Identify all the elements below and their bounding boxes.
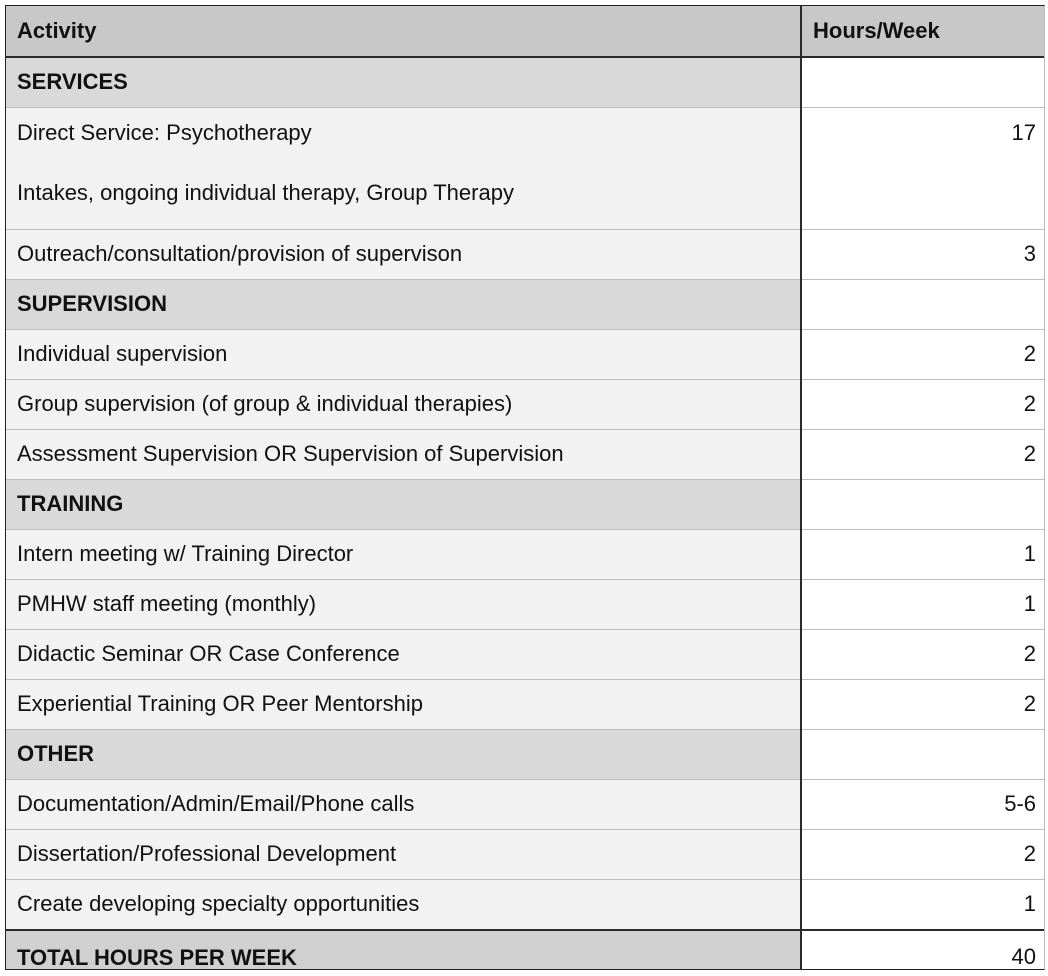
activity-cell: Didactic Seminar OR Case Conference	[6, 630, 801, 680]
section-row-services	[6, 57, 1045, 108]
table-row	[6, 880, 1045, 931]
total-hours-value: 40	[801, 930, 1045, 970]
activity-column-header: Activity	[6, 6, 801, 57]
section-label: OTHER	[6, 730, 801, 780]
section-label: TRAINING	[6, 480, 801, 530]
hours-cell: 2	[801, 830, 1045, 880]
activity-cell: Experiential Training OR Peer Mentorship	[6, 680, 801, 730]
table-row	[6, 830, 1045, 880]
table-row	[6, 530, 1045, 580]
hours-cell: 2	[801, 380, 1045, 430]
table-row	[6, 108, 1045, 230]
section-row-supervision	[6, 280, 1045, 330]
hours-cell: 1	[801, 580, 1045, 630]
activity-cell	[6, 108, 801, 230]
hours-cell: 2	[801, 680, 1045, 730]
section-row-training	[6, 480, 1045, 530]
hours-cell: 1	[801, 530, 1045, 580]
activity-cell: Intern meeting w/ Training Director	[6, 530, 801, 580]
hours-cell	[801, 57, 1045, 108]
activity-cell: Assessment Supervision OR Supervision of Supervision	[6, 430, 801, 480]
hours-cell: 3	[801, 230, 1045, 280]
hours-cell: 2	[801, 330, 1045, 380]
table-header-row	[6, 6, 1045, 57]
activity-cell: Create developing specialty opportunities	[6, 880, 801, 931]
table-row	[6, 580, 1045, 630]
table-row	[6, 630, 1045, 680]
hours-cell: 17	[801, 108, 1045, 230]
hours-cell: 2	[801, 630, 1045, 680]
total-row	[6, 930, 1045, 970]
hours-cell	[801, 280, 1045, 330]
activity-detail: Intakes, ongoing individual therapy, Group Therapy	[17, 180, 514, 206]
hours-cell	[801, 480, 1045, 530]
schedule-table-container	[5, 5, 1045, 970]
table-row	[6, 430, 1045, 480]
table-row	[6, 330, 1045, 380]
table-row	[6, 380, 1045, 430]
hours-cell: 2	[801, 430, 1045, 480]
activity-label: Direct Service: Psychotherapy	[17, 120, 312, 145]
table-row	[6, 680, 1045, 730]
activity-cell: Group supervision (of group & individual therapies)	[6, 380, 801, 430]
total-label: TOTAL HOURS PER WEEK	[6, 930, 801, 970]
hours-cell: 1	[801, 880, 1045, 931]
section-row-other	[6, 730, 1045, 780]
activity-cell: Dissertation/Professional Development	[6, 830, 801, 880]
activity-cell: PMHW staff meeting (monthly)	[6, 580, 801, 630]
section-label: SERVICES	[6, 57, 801, 108]
hours-cell: 5-6	[801, 780, 1045, 830]
table-row	[6, 780, 1045, 830]
activity-cell: Documentation/Admin/Email/Phone calls	[6, 780, 801, 830]
section-label: SUPERVISION	[6, 280, 801, 330]
hours-cell	[801, 730, 1045, 780]
activity-cell: Outreach/consultation/provision of supervison	[6, 230, 801, 280]
weekly-hours-table	[6, 6, 1045, 970]
hours-column-header: Hours/Week	[801, 6, 1045, 57]
activity-cell: Individual supervision	[6, 330, 801, 380]
table-row	[6, 230, 1045, 280]
